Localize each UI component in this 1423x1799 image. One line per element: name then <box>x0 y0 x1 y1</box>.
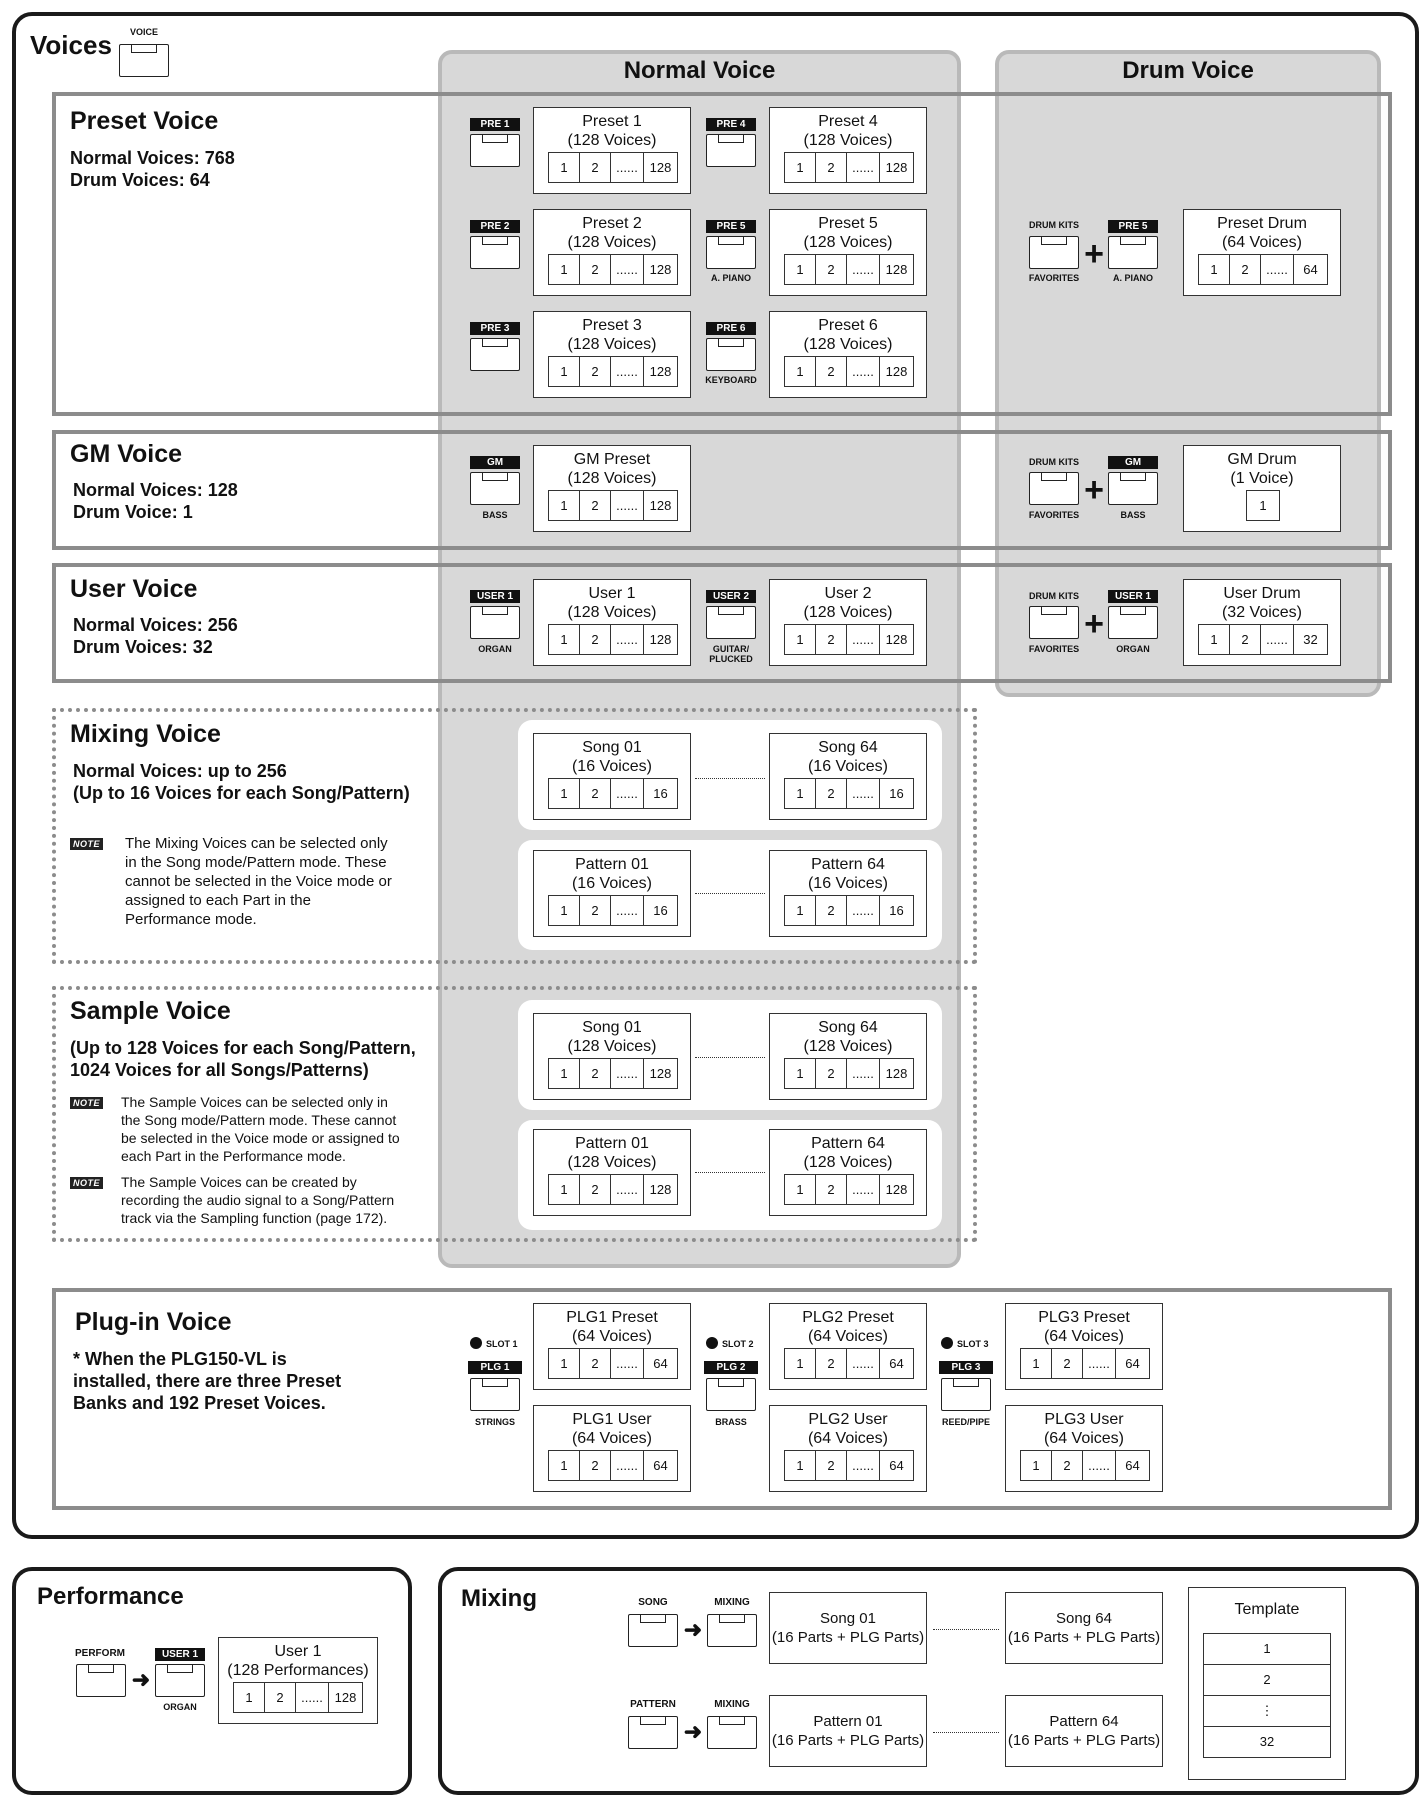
drum-pre5-caption: A. PIANO <box>1112 273 1153 283</box>
bank-gm-preset: GM Preset (128 Voices) 1 2 ...... 128 <box>533 445 691 532</box>
mixing-pattern-range-line <box>695 893 765 894</box>
drum-kits-button-user[interactable] <box>1029 606 1079 639</box>
bank-perf-user1: User 1 (128 Performances) 1 2 ...... 128 <box>218 1637 378 1724</box>
plugin-voice-title: Plug-in Voice <box>75 1308 232 1336</box>
template-item-ellipsis: ⋮ <box>1204 1696 1330 1727</box>
preset-normal-count: Normal Voices: 768 <box>70 148 235 168</box>
user1-caption: ORGAN <box>478 644 512 654</box>
gm-label: GM <box>470 456 520 469</box>
bank-preset4: Preset 4 (128 Voices) 1 2 ...... 128 <box>769 107 927 194</box>
normal-voice-heading: Normal Voice <box>623 57 776 84</box>
plg2-button[interactable] <box>706 1378 756 1411</box>
drum-pre5-button[interactable] <box>1108 236 1158 269</box>
pre2-label: PRE 2 <box>470 220 520 233</box>
perf-user1-caption: ORGAN <box>163 1702 197 1712</box>
song-button[interactable] <box>628 1614 678 1647</box>
bank-plg1-preset: PLG1 Preset (64 Voices) 1 2 ...... 64 <box>533 1303 691 1390</box>
plg2-label: PLG 2 <box>704 1361 758 1374</box>
preset-voice-title: Preset Voice <box>70 107 219 135</box>
drum-pre5-label: PRE 5 <box>1108 220 1158 233</box>
mixing-voice-line1: Normal Voices: up to 256 <box>73 761 287 781</box>
bank-sample-song01: Song 01 (128 Voices) 1 2 ...... 128 <box>533 1013 691 1100</box>
drum-kits-button-gm[interactable] <box>1029 472 1079 505</box>
mixing-song-range-line <box>695 778 765 779</box>
mixing-pattern-parts-range-line <box>933 1732 999 1733</box>
voices-title: Voices <box>30 30 112 60</box>
pre6-button[interactable] <box>706 338 756 371</box>
user-voice-title: User Voice <box>70 575 198 603</box>
gm-normal-count: Normal Voices: 128 <box>73 480 238 500</box>
gm-drum-count: Drum Voice: 1 <box>73 502 193 522</box>
pre2-button[interactable] <box>470 236 520 269</box>
mixing-button-pattern[interactable] <box>707 1716 757 1749</box>
pre6-caption: KEYBOARD <box>705 375 757 385</box>
pattern-label: PATTERN <box>630 1699 676 1710</box>
drum-kits-label-user: DRUM KITS <box>1029 591 1079 601</box>
perform-label: PERFORM <box>75 1648 125 1659</box>
pre1-label: PRE 1 <box>470 118 520 131</box>
bank-preset-drum: Preset Drum (64 Voices) 1 2 ...... 64 <box>1183 209 1341 296</box>
drum-kits-label-gm: DRUM KITS <box>1029 457 1079 467</box>
bank-preset5: Preset 5 (128 Voices) 1 2 ...... 128 <box>769 209 927 296</box>
drum-gm-button[interactable] <box>1108 472 1158 505</box>
pre6-label: PRE 6 <box>706 322 756 335</box>
slot1-led-icon <box>470 1337 482 1349</box>
pre1-button[interactable] <box>470 134 520 167</box>
pre3-button[interactable] <box>470 338 520 371</box>
bank-preset1: Preset 1 (128 Voices) 1 2 ...... 128 <box>533 107 691 194</box>
mixing-label-pattern: MIXING <box>714 1699 750 1710</box>
drum-user1-label: USER 1 <box>1108 590 1158 603</box>
bank-user-drum: User Drum (32 Voices) 1 2 ...... 32 <box>1183 579 1341 666</box>
pre3-label: PRE 3 <box>470 322 520 335</box>
mixing-song-parts-range-line <box>933 1629 999 1630</box>
slot2-label: SLOT 2 <box>722 1339 754 1349</box>
gm-button[interactable] <box>470 472 520 505</box>
bank-mixing-song01-parts: Song 01 (16 Parts + PLG Parts) <box>769 1592 927 1664</box>
pre4-button[interactable] <box>706 134 756 167</box>
arrow-right-icon-perform: ➜ <box>131 1667 151 1692</box>
bank-mixing-song64-parts: Song 64 (16 Parts + PLG Parts) <box>1005 1592 1163 1664</box>
mixing-voice-line2: (Up to 16 Voices for each Song/Pattern) <box>73 783 410 803</box>
template-list <box>1203 1633 1331 1758</box>
user1-label: USER 1 <box>470 590 520 603</box>
bank-plg1-user: PLG1 User (64 Voices) 1 2 ...... 64 <box>533 1405 691 1492</box>
bank-user2: User 2 (128 Voices) 1 2 ...... 128 <box>769 579 927 666</box>
user2-button[interactable] <box>706 606 756 639</box>
bank-plg3-preset: PLG3 Preset (64 Voices) 1 2 ...... 64 <box>1005 1303 1163 1390</box>
favorites-caption-user: FAVORITES <box>1028 644 1080 654</box>
plus-icon-gm: + <box>1084 471 1104 509</box>
drum-gm-caption: BASS <box>1120 510 1146 520</box>
sample-pattern-range-line <box>695 1172 765 1173</box>
slot1-label: SLOT 1 <box>486 1339 518 1349</box>
plg3-button[interactable] <box>941 1378 991 1411</box>
perf-user1-label: USER 1 <box>155 1648 205 1661</box>
template-title: Template <box>1234 1601 1300 1618</box>
arrow-right-icon-song: ➜ <box>683 1617 703 1642</box>
bank-mixing-pattern64: Pattern 64 (16 Voices) 1 2 ...... 16 <box>769 850 927 937</box>
mixing-note-tag: NOTE <box>70 838 103 850</box>
sample-note1-tag: NOTE <box>70 1097 103 1109</box>
bank-plg2-preset: PLG2 Preset (64 Voices) 1 2 ...... 64 <box>769 1303 927 1390</box>
perform-button[interactable] <box>76 1664 126 1697</box>
sample-voice-title: Sample Voice <box>70 997 231 1025</box>
pre4-label: PRE 4 <box>706 118 756 131</box>
bank-plg2-user: PLG2 User (64 Voices) 1 2 ...... 64 <box>769 1405 927 1492</box>
bank-preset6: Preset 6 (128 Voices) 1 2 ...... 128 <box>769 311 927 398</box>
plus-icon-user: + <box>1084 605 1104 643</box>
slot3-led-icon <box>941 1337 953 1349</box>
bank-preset3: Preset 3 (128 Voices) 1 2 ...... 128 <box>533 311 691 398</box>
mixing-label-song: MIXING <box>714 1597 750 1608</box>
pre5-label: PRE 5 <box>706 220 756 233</box>
user2-label: USER 2 <box>706 590 756 603</box>
bank-mixing-pattern64-parts: Pattern 64 (16 Parts + PLG Parts) <box>1005 1695 1163 1767</box>
plus-icon-preset: + <box>1084 235 1104 273</box>
user2-caption: GUITAR/ PLUCKED <box>709 644 753 664</box>
sample-song-range-line <box>695 1057 765 1058</box>
user-normal-count: Normal Voices: 256 <box>73 615 238 635</box>
pre5-button[interactable] <box>706 236 756 269</box>
drum-kits-label-preset: DRUM KITS <box>1029 220 1079 230</box>
bank-gm-drum: GM Drum (1 Voice) 1 <box>1183 445 1341 532</box>
drum-kits-button-preset[interactable] <box>1029 236 1079 269</box>
gm-voice-title: GM Voice <box>70 440 183 468</box>
template-item[interactable]: 32 <box>1259 1734 1275 1749</box>
voice-button[interactable] <box>119 44 169 77</box>
pattern-button[interactable] <box>628 1716 678 1749</box>
favorites-caption-preset: FAVORITES <box>1028 273 1080 283</box>
bank-preset2: Preset 2 (128 Voices) 1 2 ...... 128 <box>533 209 691 296</box>
plg1-caption: STRINGS <box>474 1417 515 1427</box>
mixing-note-text: The Mixing Voices can be selected only in the Song mode/Pattern mode. These cannot be selected in the Voice mode or assigned to each Part in the Performance mode. <box>125 835 392 928</box>
plg1-button[interactable] <box>470 1378 520 1411</box>
performance-title: Performance <box>37 1583 184 1610</box>
bank-sample-song64: Song 64 (128 Voices) 1 2 ...... 128 <box>769 1013 927 1100</box>
bank-sample-pattern64: Pattern 64 (128 Voices) 1 2 ...... 128 <box>769 1129 927 1216</box>
bank-mixing-song01: Song 01 (16 Voices) 1 2 ...... 16 <box>533 733 691 820</box>
plg3-label: PLG 3 <box>939 1361 993 1374</box>
preset-drum-count: Drum Voices: 64 <box>70 170 210 190</box>
template-item[interactable]: 1 <box>1204 1634 1330 1665</box>
slot2-led-icon <box>706 1337 718 1349</box>
slot3-label: SLOT 3 <box>957 1339 989 1349</box>
plg1-label: PLG 1 <box>468 1361 522 1374</box>
drum-user1-caption: ORGAN <box>1116 644 1150 654</box>
bank-mixing-song64: Song 64 (16 Voices) 1 2 ...... 16 <box>769 733 927 820</box>
plg2-caption: BRASS <box>715 1417 747 1427</box>
arrow-right-icon-pattern: ➜ <box>683 1719 703 1744</box>
song-label: SONG <box>638 1597 668 1608</box>
bank-user1: User 1 (128 Voices) 1 2 ...... 128 <box>533 579 691 666</box>
sample-note1-text: The Sample Voices can be selected only in the Song mode/Pattern mode. These cannot be selected in the Voice mode or assigned to each Part in the Performance mode. <box>121 1094 400 1164</box>
bank-mixing-pattern01-parts: Pattern 01 (16 Parts + PLG Parts) <box>769 1695 927 1767</box>
bank-plg3-user: PLG3 User (64 Voices) 1 2 ...... 64 <box>1005 1405 1163 1492</box>
bank-sample-pattern01: Pattern 01 (128 Voices) 1 2 ...... 128 <box>533 1129 691 1216</box>
sample-note2-tag: NOTE <box>70 1177 103 1189</box>
user-drum-count: Drum Voices: 32 <box>73 637 213 657</box>
gm-caption: BASS <box>482 510 508 520</box>
user1-button[interactable] <box>470 606 520 639</box>
drum-user1-button[interactable] <box>1108 606 1158 639</box>
mixing-voice-title: Mixing Voice <box>70 720 221 748</box>
pre5-caption: A. PIANO <box>710 273 751 283</box>
template-item[interactable]: 2 <box>1204 1665 1330 1696</box>
bank-mixing-pattern01: Pattern 01 (16 Voices) 1 2 ...... 16 <box>533 850 691 937</box>
mixing-title: Mixing <box>461 1585 537 1612</box>
plg3-caption: REED/PIPE <box>941 1417 990 1427</box>
sample-voice-line1: (Up to 128 Voices for each Song/Pattern, <box>70 1038 416 1058</box>
voice-button-label: VOICE <box>129 27 158 37</box>
sample-note2-text: The Sample Voices can be created by recording the audio signal to a Song/Pattern track via the Sampling function (page 172). <box>121 1174 395 1226</box>
plugin-voice-note: * When the PLG150-VL is installed, there are three Preset Banks and 192 Preset Voices. <box>73 1349 342 1413</box>
favorites-caption-gm: FAVORITES <box>1028 510 1080 520</box>
sample-voice-line2: 1024 Voices for all Songs/Patterns) <box>70 1060 369 1080</box>
drum-voice-heading: Drum Voice <box>1122 57 1254 84</box>
drum-gm-label: GM <box>1108 456 1158 469</box>
perf-user1-button[interactable] <box>155 1664 205 1697</box>
mixing-button-song[interactable] <box>707 1614 757 1647</box>
